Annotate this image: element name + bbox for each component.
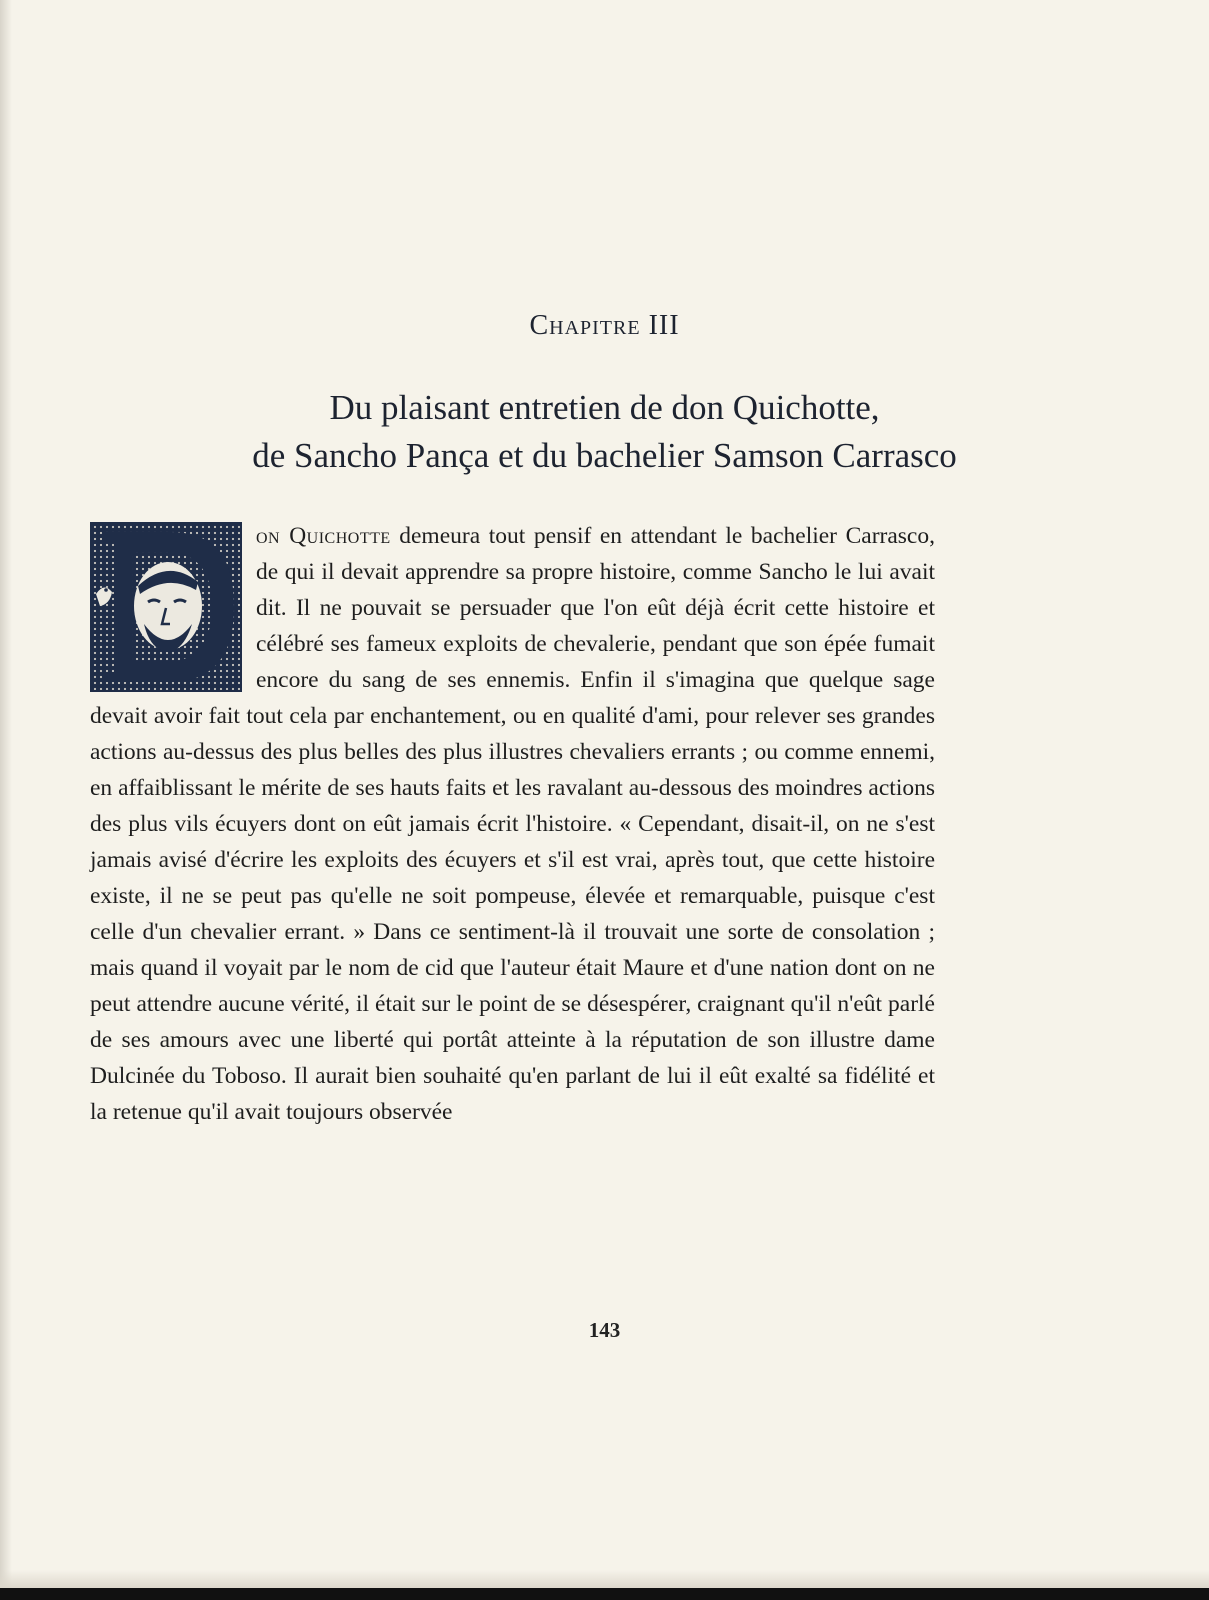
chapter-title-line-1: Du plaisant entretien de don Quichotte, (329, 388, 880, 427)
page-number: 143 (588, 1318, 621, 1342)
page-bottom-edge (0, 1588, 1209, 1600)
chapter-body-text (90, 518, 935, 1130)
chapter-title-line-2: de Sancho Pança et du bachelier Samson Carrasco (252, 436, 957, 475)
opening-words: on Quichotte (256, 523, 391, 549)
chapter-label: Chapitre III (529, 310, 680, 341)
body-paragraph: demeura tout pensif en attendant le bachelier Carrasco, de qui il devait apprendre sa propre histoire, comme Sancho le lui avait dit. Il ne pouvait se persuader que l'on eût déjà écrit cette histoire et célébré ses fameux exploits de chevalerie, pendant que son épée fumait encore du sang de ses ennemis. Enfin il s'imagina que quelque sage devait avoir fait tout cela par enchantement, ou en qualité d'ami, pour relever ses grandes actions au-dessus des plus belles des plus illustres chevaliers errants ; ou comme ennemi, en affaiblissant le mérite de ses hauts faits et les ravalant au-dessous des moindres actions des plus vils écuyers dont on eût jamais écrit l'histoire. « Cependant, disait-il, on ne s'est jamais avisé d'écrire les exploits des écuyers et s'il est vrai, après tout, que cette histoire existe, il ne se peut pas qu'elle ne soit pompeuse, élevée et remarquable, puisque c'est celle d'un chevalier errant. » Dans ce sentiment-là il trouvait une sorte de consolation ; mais quand il voyait par le nom de cid que l'auteur était Maure et d'une nation dont on ne peut attendre aucune vérité, il était sur le point de se désespérer, craignant qu'il n'eût parlé de ses amours avec une liberté qui portât atteinte à la réputation de son illustre dame Dulcinée du Toboso. Il aurait bien souhaité qu'en parlant de lui il eût exalté sa fidélité et la retenue qu'il avait toujours observée (90, 523, 935, 1125)
chapter-title (80, 384, 1129, 480)
page-bottom-shade (0, 1570, 1209, 1588)
page-gutter-shadow (0, 0, 12, 1600)
illuminated-letter-d-icon (90, 522, 242, 692)
